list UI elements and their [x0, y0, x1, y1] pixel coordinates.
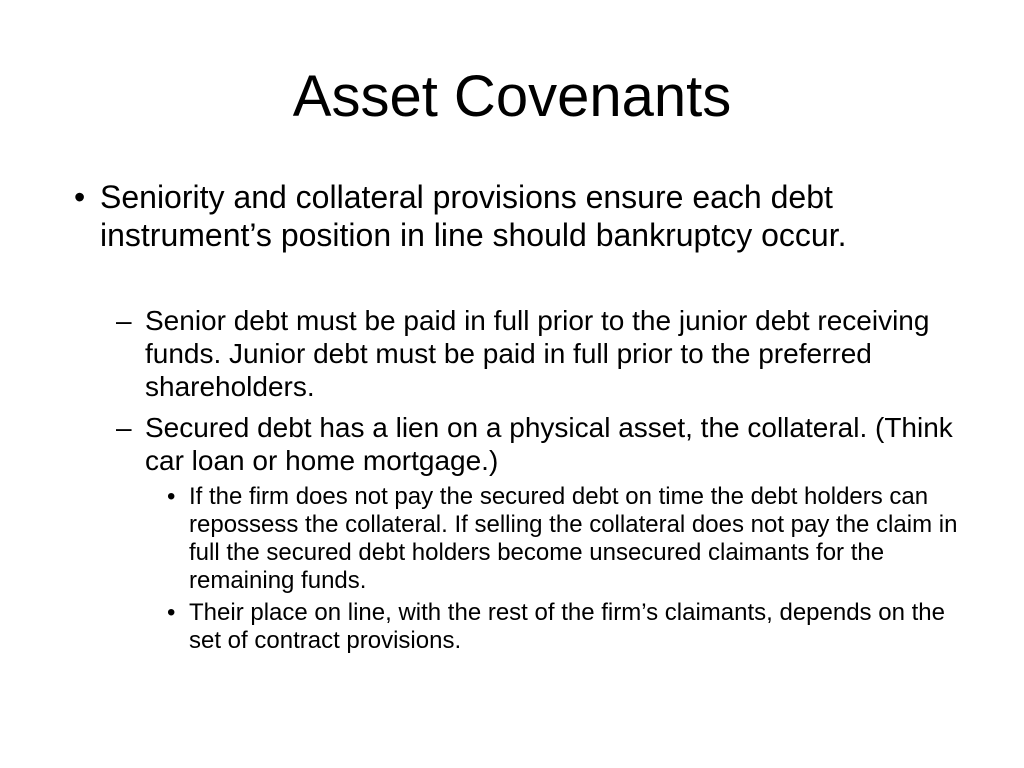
bullet-marker: •: [74, 179, 86, 215]
sub-bullet-senior-debt: [116, 304, 976, 403]
bullet-text: Seniority and collateral provisions ensure each debt instrument’s position in line should bankruptcy occur.: [100, 179, 847, 253]
dash-marker: –: [116, 305, 132, 336]
sub-bullet-text: Secured debt has a lien on a physical asset, the collateral. (Think car loan or home mortgage.): [145, 412, 953, 476]
sub-bullet-text: Senior debt must be paid in full prior to the junior debt receiving funds. Junior debt must be paid in full prior to the preferred shareholders.: [145, 305, 930, 402]
sub-bullet-secured-debt: [116, 411, 976, 477]
sub-sub-bullet-place-on-line: [167, 599, 967, 655]
slide-title: Asset Covenants: [292, 64, 732, 129]
bullet-marker: •: [167, 483, 176, 510]
bullet-marker: •: [167, 599, 176, 626]
dash-marker: –: [116, 412, 132, 443]
bullet-level-1: [74, 178, 954, 254]
sub-sub-bullet-repossess: [167, 483, 967, 595]
sub-sub-bullet-text: If the firm does not pay the secured debt on time the debt holders can repossess the collateral. If selling the collateral does not pay the claim in full the secured debt holders become unsecured claimants for the remaining funds.: [189, 483, 958, 594]
sub-sub-bullet-text: Their place on line, with the rest of the firm’s claimants, depends on the set of contract provisions.: [189, 599, 945, 654]
